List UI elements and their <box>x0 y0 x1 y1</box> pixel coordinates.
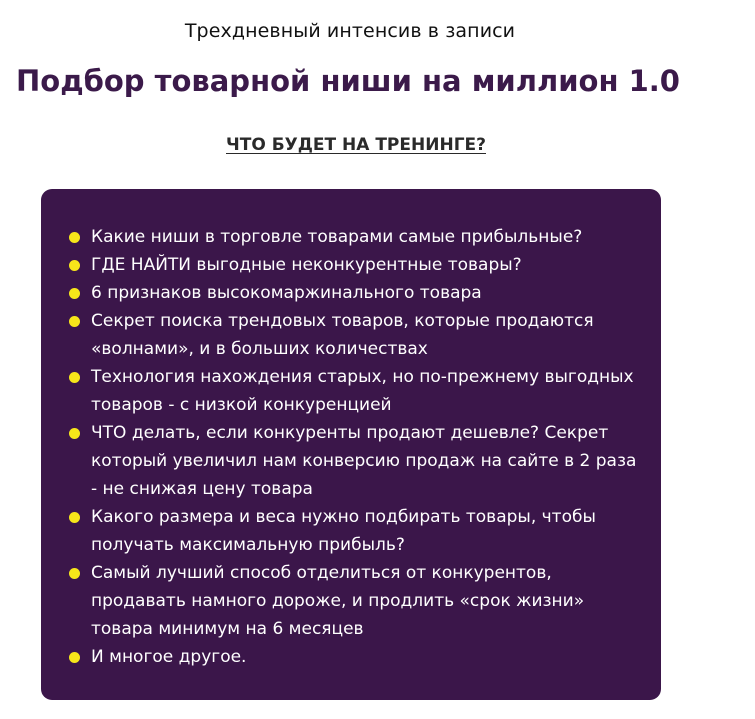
list-item <box>69 251 641 279</box>
bullet-dot-icon <box>69 316 80 327</box>
page-title: Подбор товарной ниши на миллион 1.0 <box>16 64 680 98</box>
list-item-text: Самый лучший способ отделиться от конкурентов, продавать намного дороже, и продлить «срок жизни» товара минимум на 6 месяцев <box>91 563 585 639</box>
list-item-text: Технология нахождения старых, но по-прежнему выгодных товаров - с низкой конкуренцией <box>91 367 634 415</box>
list-item <box>69 503 641 559</box>
bullet-dot-icon <box>69 372 80 383</box>
list-item <box>69 643 641 671</box>
bullet-dot-icon <box>69 512 80 523</box>
list-item-text: Какого размера и веса нужно подбирать товары, чтобы получать максимальную прибыль? <box>91 507 596 555</box>
list-item-text: Какие ниши в торговле товарами самые прибыльные? <box>91 227 583 247</box>
bullet-dot-icon <box>69 260 80 271</box>
list-item <box>69 307 641 363</box>
list-item <box>69 363 641 419</box>
list-item-text: 6 признаков высокомаржинального товара <box>91 283 482 303</box>
list-item <box>69 559 641 643</box>
list-item <box>69 279 641 307</box>
features-panel <box>41 189 661 700</box>
features-list <box>69 223 641 671</box>
list-item <box>69 419 641 503</box>
bullet-dot-icon <box>69 428 80 439</box>
list-item-text: Секрет поиска трендовых товаров, которые продаются «волнами», и в больших количествах <box>91 311 594 359</box>
training-section-heading: ЧТО БУДЕТ НА ТРЕНИНГЕ? <box>226 135 486 155</box>
list-item-text: И многое другое. <box>91 647 247 667</box>
list-item-text: ГДЕ НАЙТИ выгодные неконкурентные товары? <box>91 255 522 275</box>
intensive-subtitle: Трехдневный интенсив в записи <box>184 20 516 42</box>
bullet-dot-icon <box>69 288 80 299</box>
list-item-text: ЧТО делать, если конкуренты продают дешевле? Секрет который увеличил нам конверсию продаж на сайте в 2 раза - не снижая цену товара <box>91 423 637 499</box>
bullet-dot-icon <box>69 568 80 579</box>
list-item <box>69 223 641 251</box>
bullet-dot-icon <box>69 652 80 663</box>
bullet-dot-icon <box>69 232 80 243</box>
